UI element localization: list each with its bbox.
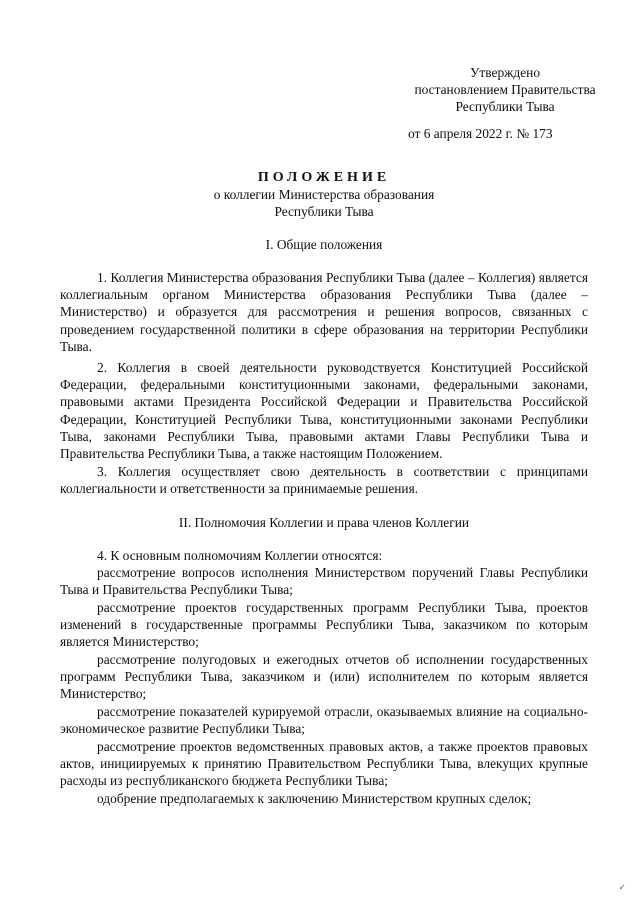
approval-block (392, 64, 618, 115)
document-subtitle-line1: о коллегии Министерства образования (213, 187, 435, 202)
approval-line-approved: Утверждено (469, 65, 541, 80)
paragraph-7: рассмотрение полугодовых и ежегодных отчетов об исполнении государственных программ Республики Тыва, заказчиком и (или) исполнителем по которым является Министерство; (60, 652, 588, 702)
document-title-block (60, 169, 588, 220)
paragraph-8: рассмотрение показателей курируемой отрасли, оказываемых влияние на социально-экономическое развитие Республики Тыва; (60, 704, 588, 737)
paragraph-5: рассмотрение вопросов исполнения Министерством поручений Главы Республики Тыва и Правительства Республики Тыва; (60, 565, 588, 598)
approval-date: от 6 апреля 2022 г. № 173 (408, 126, 553, 141)
section-heading-powers: II. Полномочия Коллегии и права членов Коллегии (178, 515, 470, 530)
paragraph-1: 1. Коллегия Министерства образования Республики Тыва (далее – Коллегия) является коллегиальным органом Министерства образования Республики Тыва (далее – Министерство) и образуется для рассмотрения и решения вопросов, связанных с проведением государственной политики в сфере образования на территории Республики Тыва. (60, 270, 588, 354)
document-subtitle-line2: Республики Тыва (274, 204, 374, 219)
document-title: ПОЛОЖЕНИЕ (257, 170, 391, 185)
approval-line-resolution: постановлением Правительства (414, 82, 596, 97)
paragraph-9: рассмотрение проектов ведомственных правовых актов, а также проектов правовых актов, инициируемых к принятию Правительством Республики Тыва, влекущих крупные расходы из республиканского бюджета Республики Тыва; (60, 739, 588, 789)
paragraph-2: 2. Коллегия в своей деятельности руководствуется Конституцией Российской Федерации, федеральными конституционными законами, федеральными законами, правовыми актами Президента Российской Федерации и Правительства Российской Федерации, Конституцией Республики Тыва, конституционными законами Республики Тыва, законами Республики Тыва, правовыми актами Главы Республики Тыва и Правительства Республики Тыва, а также настоящим Положением. (60, 360, 588, 462)
section-heading-general: I. Общие положения (265, 237, 383, 252)
approval-line-republic: Республики Тыва (455, 99, 555, 114)
scan-corner-mark: ✓ (618, 882, 626, 892)
paragraph-10: одобрение предполагаемых к заключению Министерством крупных сделок; (97, 791, 532, 806)
paragraph-4: 4. К основным полномочиям Коллегии относятся: (97, 548, 383, 563)
paragraph-6: рассмотрение проектов государственных программ Республики Тыва, проектов изменений в государственные программы Республики Тыва, заказчиком по которым является Министерство; (60, 600, 588, 650)
paragraph-3: 3. Коллегия осуществляет свою деятельность в соответствии с принципами коллегиальности и ответственности за принимаемые решения. (60, 464, 588, 497)
